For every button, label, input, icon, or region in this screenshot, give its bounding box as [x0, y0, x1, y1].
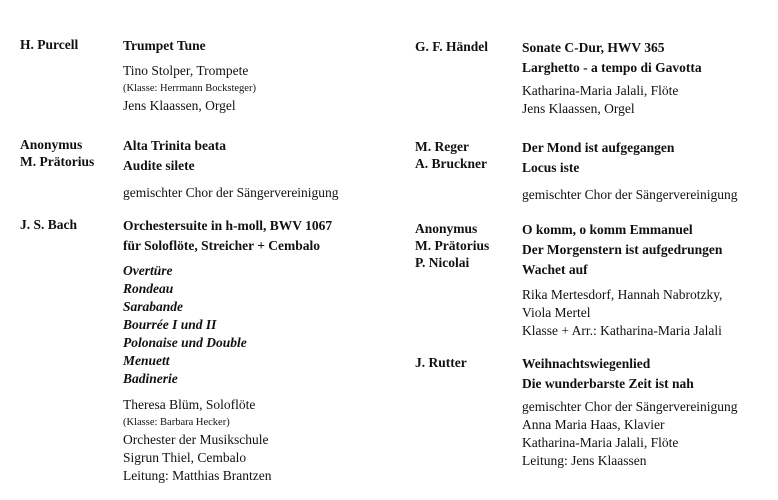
- performer-line: Jens Klaassen, Orgel: [522, 101, 635, 116]
- work-block: [522, 354, 738, 470]
- performer-line: Tino Stolper, Trompete: [123, 63, 249, 78]
- performer-list: [123, 396, 332, 485]
- movement-list: [123, 262, 332, 388]
- performer-line: gemischter Chor der Sängervereinigung: [522, 187, 738, 202]
- performer-teacher-note: (Klasse: Barbara Hecker): [123, 417, 230, 428]
- performer-list: [123, 184, 339, 202]
- composer-name: Anonymus: [415, 221, 478, 236]
- performer-line: Theresa Blüm, Soloflöte: [123, 397, 256, 412]
- movement-item: Rondeau: [123, 281, 174, 296]
- work-block: [522, 220, 722, 340]
- work-title: Orchestersuite in h-moll, BWV 1067: [123, 218, 333, 233]
- composer-name: M. Reger: [415, 139, 469, 154]
- work-title: O komm, o komm Emmanuel: [522, 222, 693, 237]
- work-title: Locus iste: [522, 160, 580, 175]
- performer-line: Orchester der Musikschule: [123, 432, 269, 447]
- performer-line: Jens Klaassen, Orgel: [123, 98, 236, 113]
- work-block: [522, 38, 702, 118]
- work-block: [123, 136, 339, 202]
- movement-item: Bourrée I und II: [123, 317, 217, 332]
- work-block: [123, 216, 332, 485]
- composer-list: [415, 354, 520, 371]
- performer-list: [123, 62, 256, 115]
- performer-list: [522, 398, 738, 470]
- work-title: Der Morgenstern ist aufgedrungen: [522, 242, 723, 257]
- composer-list: [415, 138, 520, 172]
- work-title: Wachet auf: [522, 262, 588, 277]
- composer-name: H. Purcell: [20, 37, 79, 52]
- performer-line: Viola Mertel: [522, 305, 591, 320]
- performer-line: Leitung: Jens Klaassen: [522, 453, 647, 468]
- composer-name: A. Bruckner: [415, 156, 487, 171]
- performer-list: [522, 186, 738, 204]
- composer-name: G. F. Händel: [415, 39, 489, 54]
- composer-name: J. S. Bach: [20, 217, 78, 232]
- performer-line: gemischter Chor der Sängervereinigung: [522, 399, 738, 414]
- performer-line: gemischter Chor der Sängervereinigung: [123, 185, 339, 200]
- work-block: [522, 138, 738, 204]
- composer-name: J. Rutter: [415, 355, 467, 370]
- work-block: [123, 36, 256, 115]
- performer-teacher-note: (Klasse: Herrmann Bocksteger): [123, 83, 256, 94]
- composer-list: [415, 38, 520, 55]
- performer-line: Katharina-Maria Jalali, Flöte: [522, 435, 679, 450]
- composer-name: P. Nicolai: [415, 255, 470, 270]
- work-title: Der Mond ist aufgegangen: [522, 140, 675, 155]
- composer-list: [415, 220, 520, 271]
- work-subtitle: Larghetto - a tempo di Gavotta: [522, 60, 702, 75]
- work-title: Trumpet Tune: [123, 38, 206, 53]
- work-subtitle: Die wunderbarste Zeit ist nah: [522, 376, 694, 391]
- movement-item: Badinerie: [123, 371, 178, 386]
- work-title: Audite silete: [123, 158, 195, 173]
- work-subtitle: für Soloflöte, Streicher + Cembalo: [123, 238, 321, 253]
- performer-list: [522, 286, 722, 340]
- composer-name: M. Prätorius: [20, 154, 95, 169]
- performer-line: Klasse + Arr.: Katharina-Maria Jalali: [522, 323, 722, 338]
- work-title: Weihnachtswiegenlied: [522, 356, 651, 371]
- composer-list: [20, 36, 125, 53]
- performer-line: Rika Mertesdorf, Hannah Nabrotzky,: [522, 287, 723, 302]
- movement-item: Sarabande: [123, 299, 184, 314]
- performer-line: Anna Maria Haas, Klavier: [522, 417, 665, 432]
- movement-item: Polonaise und Double: [123, 335, 247, 350]
- composer-list: [20, 136, 125, 170]
- movement-item: Menuett: [123, 353, 170, 368]
- composer-list: [20, 216, 125, 233]
- work-title: Sonate C-Dur, HWV 365: [522, 40, 665, 55]
- performer-list: [522, 82, 702, 118]
- performer-line: Leitung: Matthias Brantzen: [123, 468, 272, 483]
- movement-item: Overtüre: [123, 263, 173, 278]
- composer-name: M. Prätorius: [415, 238, 490, 253]
- work-title: Alta Trinita beata: [123, 138, 226, 153]
- performer-line: Sigrun Thiel, Cembalo: [123, 450, 247, 465]
- performer-line: Katharina-Maria Jalali, Flöte: [522, 83, 679, 98]
- composer-name: Anonymus: [20, 137, 83, 152]
